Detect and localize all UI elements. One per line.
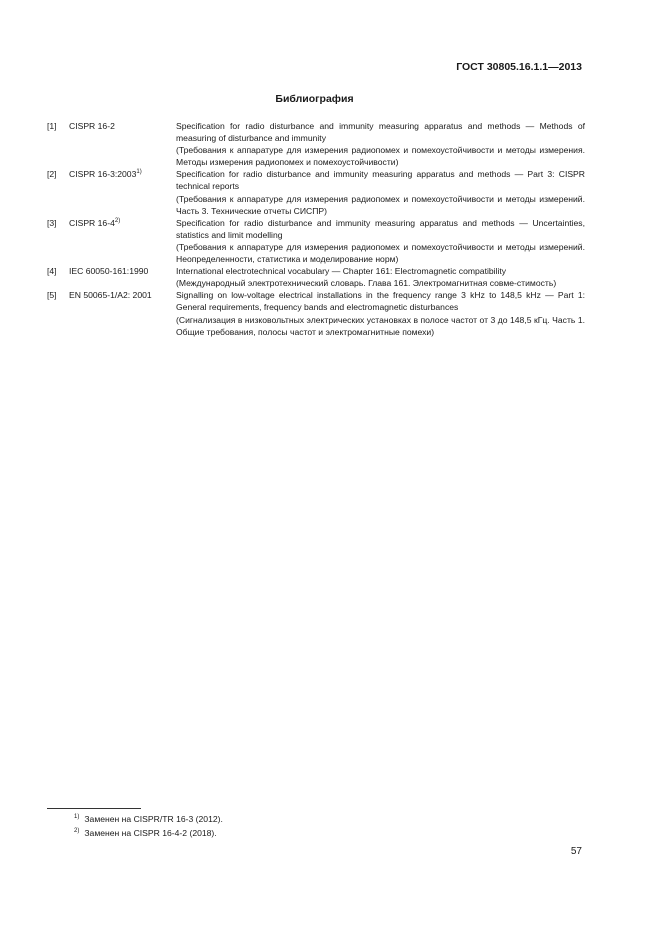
- entry-number: [5]: [47, 290, 57, 301]
- english-title: Signalling on low-voltage electrical installations in the frequency range 3 kHz to 148,5 kHz — Part 1: General requirements, frequency bands and electromagnetic disturbances: [176, 290, 585, 313]
- entry-number: [1]: [47, 121, 57, 131]
- russian-title: (Требования к аппаратуре для измерения радиопомех и помехоустойчивости и методы измерений. Неопределенности, статистика и моделирование норм): [176, 241, 585, 265]
- english-title: Specification for radio disturbance and immunity measuring apparatus and methods — Uncertainties, statistics and limit modelling: [176, 217, 585, 240]
- footnote-marker: 1): [74, 814, 80, 820]
- reference-code: CISPR 16-4: [69, 217, 115, 228]
- bibliography-entry: [47, 289, 585, 337]
- document-header: ГОСТ 30805.16.1.1—2013: [456, 61, 582, 73]
- section-title: Библиография: [275, 93, 354, 105]
- footnote-mark: 1): [136, 169, 142, 176]
- footnote: [74, 826, 223, 840]
- entry-number: [2]: [47, 169, 57, 180]
- bibliography-entry: [47, 168, 585, 216]
- russian-title: (Требования к аппаратуре для измерения радиопомех и помехоустойчивости и методы измерения. Методы измерения радиопомех и помехоустойчивости): [176, 145, 585, 168]
- footnotes: [74, 812, 223, 840]
- entry-reference: [69, 120, 176, 168]
- entry-description: [176, 289, 585, 337]
- footnote-divider: [47, 808, 141, 809]
- reference-code: IEC 60050-161:1990: [69, 266, 149, 277]
- entry-description: [176, 217, 585, 265]
- entry-description: [176, 120, 585, 168]
- reference-code: EN 50065-1/A2: 2001: [69, 290, 152, 301]
- footnote: [74, 812, 223, 826]
- russian-title: (Требования к аппаратуре для измерения радиопомех и помехоустойчивости и методы измерений. Часть 3. Технические отчеты СИСПР): [176, 193, 585, 216]
- english-title: Specification for radio disturbance and immunity measuring apparatus and methods — Part 3: CISPR technical reports: [176, 169, 585, 192]
- russian-title: (Международный электротехнический словарь. Глава 161. Электромагнитная совме-стимость): [176, 278, 557, 289]
- bibliography-entry: [47, 217, 585, 265]
- bibliography-list: [47, 120, 585, 338]
- footnote-mark: 2): [114, 217, 121, 224]
- reference-code: CISPR 16-3:2003: [69, 169, 137, 180]
- footnote-marker: 2): [74, 828, 80, 834]
- english-title: International electrotechnical vocabulary — Chapter 161: Electromagnetic compatibility: [176, 266, 507, 277]
- entry-description: [176, 168, 585, 216]
- english-title: Specification for radio disturbance and immunity measuring apparatus and methods — Methods of measuring of disturbance and immunity: [176, 121, 585, 144]
- entry-description: [176, 265, 585, 289]
- reference-code: CISPR 16-2: [69, 121, 115, 131]
- entry-number: [4]: [47, 266, 57, 277]
- russian-title: (Сигнализация в низковольтных электрических установках в полосе частот от 3 до 148,5 кГц. Часть 1. Общие требования, полосы частот и электромагнитные помехи): [176, 314, 585, 337]
- footnote-text: Заменен на CISPR/TR 16-3 (2012).: [84, 814, 223, 824]
- entry-reference: [69, 168, 176, 216]
- footnote-text: Заменен на CISPR 16-4-2 (2018).: [84, 828, 217, 838]
- bibliography-entry: [47, 120, 585, 168]
- entry-reference: [69, 289, 176, 337]
- entry-reference: [69, 265, 176, 289]
- page-number: 57: [570, 846, 582, 857]
- entry-number: [3]: [47, 217, 57, 228]
- entry-reference: [69, 217, 176, 265]
- bibliography-entry: [47, 265, 585, 289]
